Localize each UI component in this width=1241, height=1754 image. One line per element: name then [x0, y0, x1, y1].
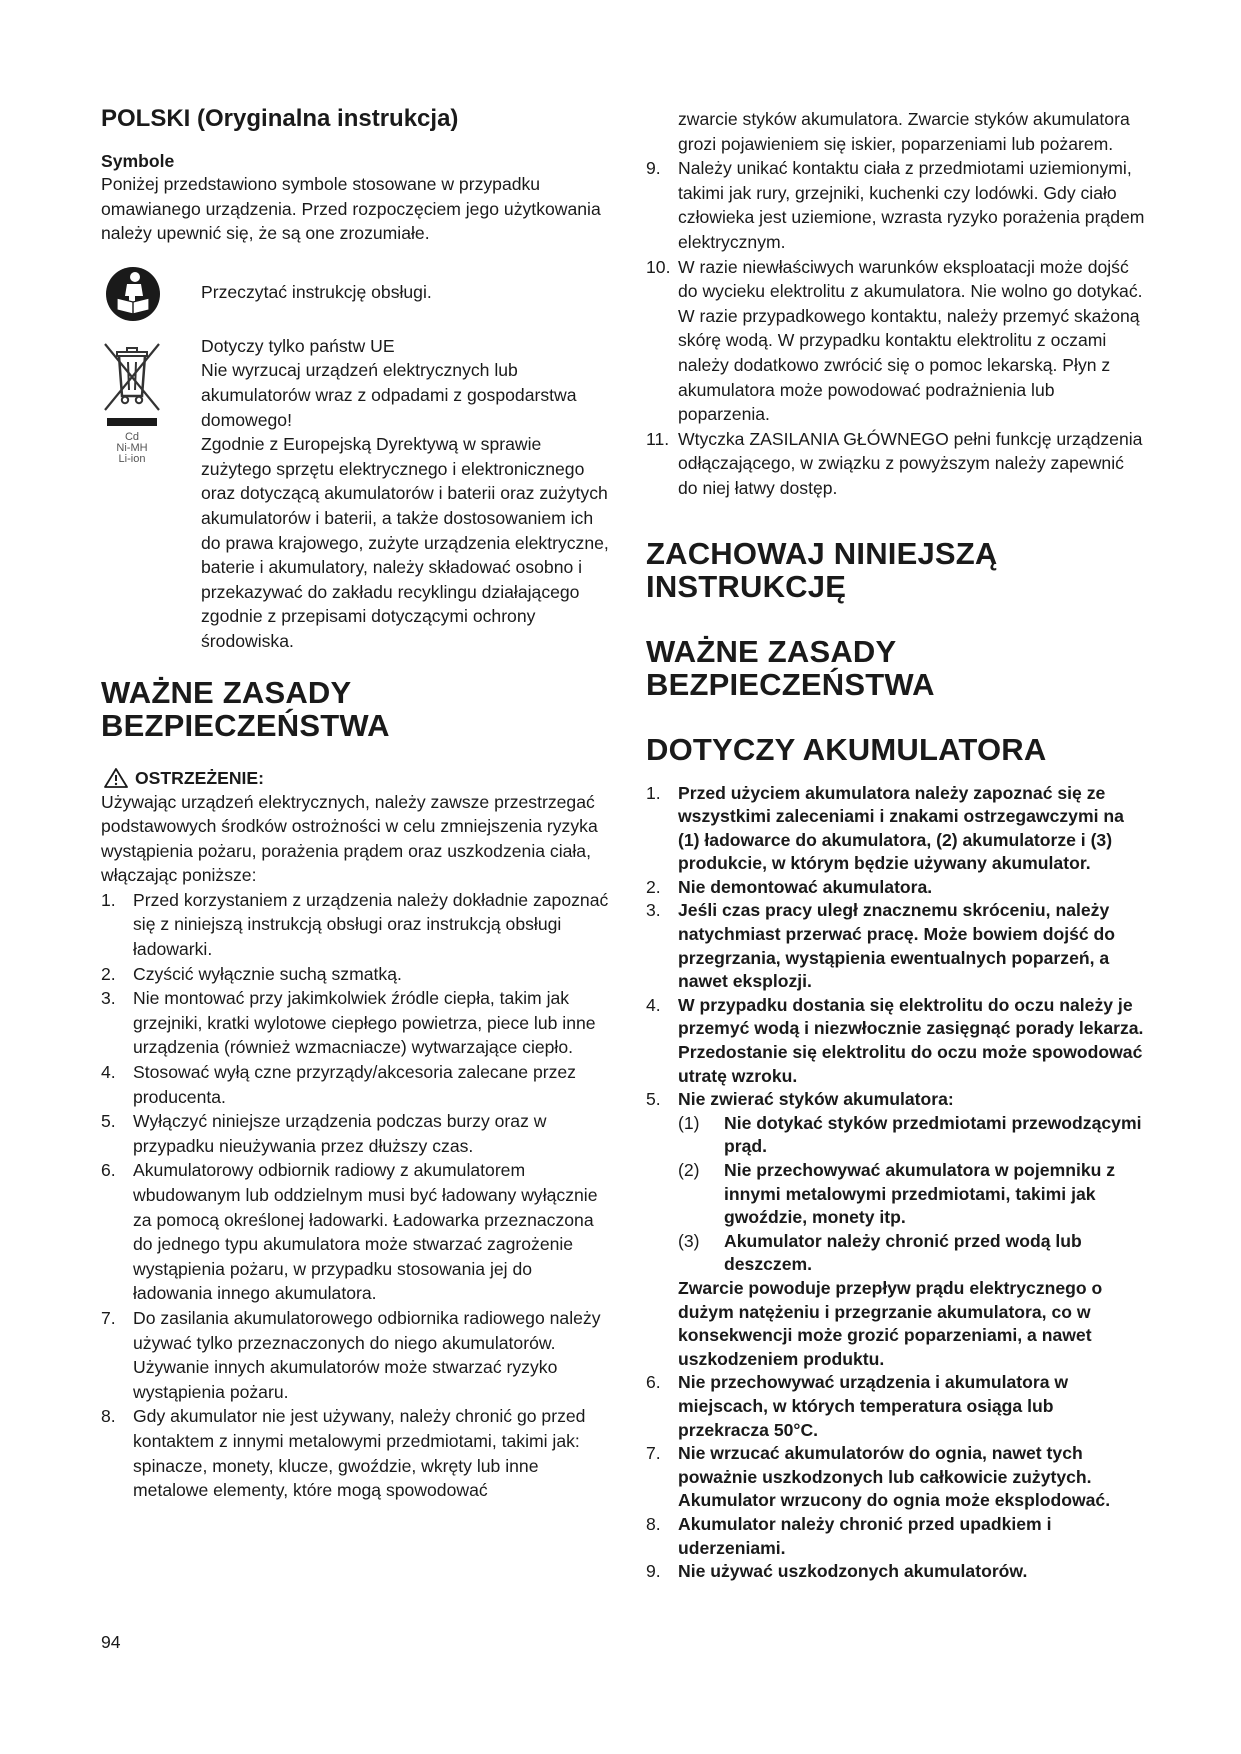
warning-intro: Używając urządzeń elektrycznych, należy zawsze przestrzegać podstawowych środków ostrożności w celu zmniejszenia ryzyka wystąpienia pożaru, porażenia prądem oraz uszkodzenia ciała, włączając poniższe: [101, 791, 598, 886]
short-circuit-sublist [678, 1112, 1146, 1277]
page-number: 94 [101, 1632, 121, 1652]
list-item: 4. Stosować wyłą czne przyrządy/akcesoria zalecane przez producenta. [101, 1062, 576, 1107]
list-item: 2. Nie demontować akumulatora. [646, 876, 933, 897]
read-manual-icon [105, 266, 161, 327]
warning-label: OSTRZEŻENIE: [135, 767, 265, 788]
safety-heading-right-line-1: WAŻNE ZASADY [646, 633, 897, 669]
warning-label-row [101, 766, 616, 790]
symbols-title: Symbole [101, 151, 175, 171]
list-item: 9. Należy unikać kontaktu ciała z przedmiotami uziemionymi, takimi jak rury, grzejniki, kuchenki czy lodówki. Gdy ciało człowieka jest uziemione, wzrasta ryzyko porażenia prądem elektrycznym. [646, 158, 1145, 252]
keep-heading-line-1: ZACHOWAJ NINIEJSZĄ [646, 535, 998, 571]
safety-heading-right-line-2: BEZPIECZEŃSTWA [646, 666, 935, 702]
eu-no-household-text: Nie wyrzucaj urządzeń elektrycznych lub akumulatorów wraz z odpadami z gospodarstwa domowego! [201, 360, 577, 430]
list-item: 3. Nie montować przy jakimkolwiek źródle ciepła, takim jak grzejniki, kratki wylotowe ciepłego powietrza, piece lub inne urządzenia (również wzmacniacze) wytwarzające ciepło. [101, 988, 596, 1058]
label-liion: Li-ion [118, 452, 146, 465]
list-item: 6. Akumulatorowy odbiornik radiowy z akumulatorem wbudowanym lub oddzielnym musi być ładowany wyłącznie za pomocą określonej ładowarki. Ładowarka przeznaczona do jednego typu akumulatora może stwarzać zagrożenie wystąpienia pożaru, w przypadku stosowania jej do ładowania innego akumulatora. [101, 1160, 598, 1304]
symbol-eu-text [201, 334, 616, 654]
safety-heading-line-2: BEZPIECZEŃSTWA [101, 707, 390, 743]
symbol-read-manual-row [101, 264, 616, 322]
eu-only-text: Dotyczy tylko państw UE [201, 335, 395, 356]
battery-heading: DOTYCZY AKUMULATORA [646, 731, 1047, 767]
symbols-intro: Poniżej przedstawiono symbole stosowane w przypadku omawianego urządzenia. Przed rozpoczęciem jego użytkowania należy upewnić się, że są one zrozumiałe. [101, 174, 601, 244]
list-item: 4. W przypadku dostania się elektrolitu do oczu należy je przemyć wodą i niezwłocznie zasięgnąć porady lekarza. Przedostanie się elektrolitu do oczu może spowodować utratę wzroku. [646, 994, 1144, 1086]
list-item: 6. Nie przechowywać urządzenia i akumulatora w miejscach, w których temperatura osiąga lub przekracza 50°C. [646, 1372, 1069, 1440]
list-item: 1. Przed korzystaniem z urządzenia należy dokładnie zapoznać się z niniejszą instrukcją obsługi oraz instrukcją obsługi ładowarki. [101, 889, 609, 960]
safety-heading-left [101, 676, 616, 742]
eu-directive-text: Zgodnie z Europejską Dyrektywą w sprawie zużytego sprzętu elektrycznego i elektronicznego oraz dotyczącą akumulatorów i baterii oraz zużytych akumulatorów i baterii, a także dostosowaniem ich do prawa krajowego, zużyte urządzenia elektryczne, baterie i akumulatory, należy składować osobno i przekazywać do zakładu recyklingu działającego zgodnie z przepisami dotyczącymi ochrony środowiska. [201, 434, 609, 651]
sub-list-item: (3) Akumulator należy chronić przed wodą lub deszczem. [678, 1230, 1082, 1275]
list-item: 8. Gdy akumulator nie jest używany, należy chronić go przed kontaktem z innymi metalowymi przedmiotami, takimi jak: spinacze, monety, klucze, gwoździe, wkręty lub inne metalowe elementy, które mogą spowodować [101, 1406, 586, 1501]
language-title: POLSKI (Oryginalna instrukcja) [101, 105, 459, 132]
list-item: 11. Wtyczka ZASILANIA GŁÓWNEGO pełni funkcję urządzenia odłączającego, w związku z powyższym należy zapewnić do niej łatwy dostęp. [646, 428, 1143, 498]
sub-list-item: (2) Nie przechowywać akumulatora w pojemniku z innymi metalowymi przedmiotami, takimi jak gwoździe, monety itp. [678, 1160, 1116, 1228]
left-safety-list [101, 888, 616, 1503]
symbol-eu-row [101, 334, 616, 654]
warning-triangle-icon [103, 767, 129, 789]
right-column [646, 107, 1146, 1584]
list-item: 5. Nie zwierać styków akumulatora: (1) Nie dotykać styków przedmiotami przewodzącymi prąd. (2) Nie przechowywać akumulatora w pojemniku z innymi metalowymi przedmiotami, takimi jak gwoździe, monety itp. (3) Akumulator należy chronić przed wodą lub deszczem. Zwarcie powoduje przepływ prądu elektrycznego o dużym natężeniu i przegrzanie akumulatora, co w konsekwencji może grozić poparzeniami, a nawet uszkodzeniem produktu. [646, 1088, 1146, 1371]
right-safety-list [646, 156, 1146, 500]
label-nimh: Ni-MH [116, 441, 148, 454]
list-item: 7. Do zasilania akumulatorowego odbiornika radiowego należy używać tylko przeznaczonych do niego akumulatorów. Używanie innych akumulatorów może stwarzać ryzyko wystąpienia pożaru. [101, 1307, 601, 1402]
list-item: 8. Akumulator należy chronić przed upadkiem i uderzeniami. [646, 1513, 1052, 1558]
sub-list-item: (1) Nie dotykać styków przedmiotami przewodzącymi prąd. [678, 1112, 1142, 1157]
list-item: 2. Czyścić wyłącznie suchą szmatką. [101, 963, 402, 984]
list-item: 1. Przed użyciem akumulatora należy zapoznać się ze wszystkimi zaleceniami i znakami ostrzegawczymi na (1) ładowarce do akumulatora, (2) akumulatorze i (3) produkcie, w którym będzie używany akumulator. [646, 782, 1124, 874]
crossed-bin-icon [101, 338, 163, 433]
label-cd: Cd [124, 430, 140, 443]
list-item: 3. Jeśli czas pracy uległ znacznemu skróceniu, należy natychmiast przerwać pracę. Może bowiem dojść do przegrzania, wystąpienia ewentualnych poparzeń, a nawet eksplozji. [646, 900, 1116, 992]
battery-chemistry-labels [101, 432, 163, 465]
keep-heading-line-2: INSTRUKCJĘ [646, 568, 847, 604]
battery-list [646, 782, 1146, 1584]
list-item: 5. Wyłączyć niniejsze urządzenia podczas burzy oraz w przypadku nieużywania przez dłuższy czas. [101, 1111, 547, 1156]
safety-heading-line-1: WAŻNE ZASADY [101, 674, 352, 710]
short-circuit-note: Zwarcie powoduje przepływ prądu elektrycznego o dużym natężeniu i przegrzanie akumulatora, co w konsekwencji może grozić poparzeniami, a nawet uszkodzeniem produktu. [678, 1277, 1103, 1369]
keep-instructions-heading [646, 537, 1146, 603]
safety-heading-right [646, 635, 1146, 701]
symbol-read-manual-text: Przeczytać instrukcję obsługi. [201, 281, 432, 302]
list-item: 9. Nie używać uszkodzonych akumulatorów. [646, 1561, 1028, 1582]
list-item: 10. W razie niewłaściwych warunków eksploatacji może dojść do wycieku elektrolitu z akumulatora. Nie wolno go dotykać. W razie przypadkowego kontaktu, należy przemyć skażoną skórę wodą. W przypadku kontaktu elektrolitu z oczami należy dodatkowo zwrócić się o pomoc lekarską. Płyn z akumulatora może powodować podrażnienia lub poparzenia. [646, 256, 1143, 425]
list-item: 7. Nie wrzucać akumulatorów do ognia, nawet tych poważnie uszkodzonych lub całkowicie zużytych. Akumulator wrzucony do ognia może eksplodować. [646, 1443, 1111, 1511]
item8-continuation: zwarcie styków akumulatora. Zwarcie styków akumulatora grozi pojawieniem się iskier, poparzeniami lub pożarem. [678, 109, 1130, 154]
left-column [101, 104, 616, 1503]
